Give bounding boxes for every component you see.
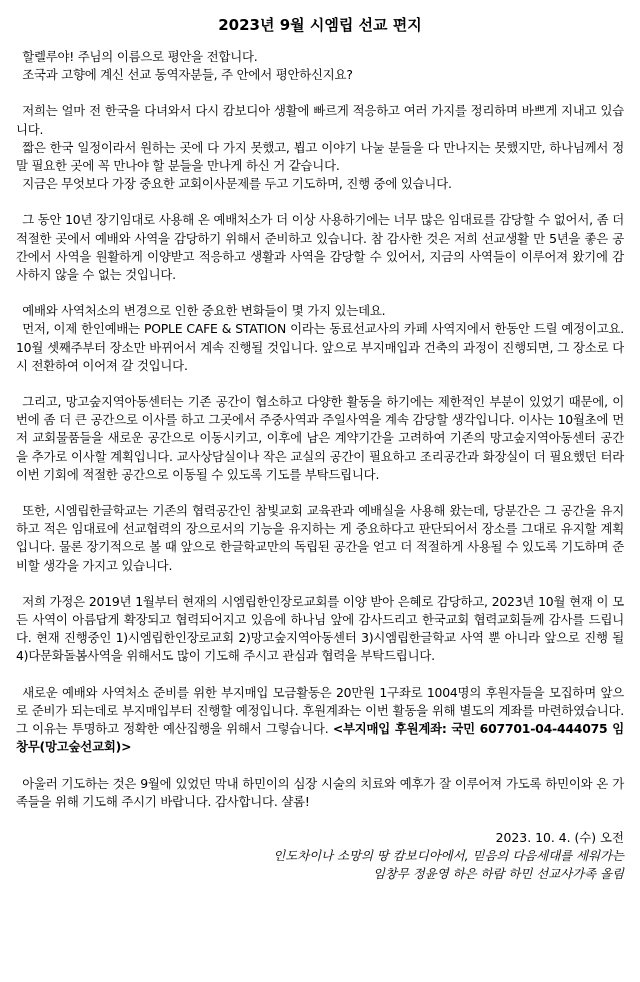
paragraph-worship-place: [16, 211, 624, 284]
paragraph-text: [16, 684, 624, 757]
greeting-paragraph: [16, 48, 624, 84]
paragraph-text: 저희 가정은 2019년 1월부터 현재의 시엠립한인장로교회를 이양 받아 은혜로 감당하고, 2023년 10월 현재 이 모든 사역이 아름답게 확장되고 협력되어지고 있음에 하나님 앞에 감사드리고 한국교회 협력교회들께 감사를 드립니다. 현재 진행중인 1)시엠립한인장로교회 2)망고숲지역아동센터 3)시엠립한글학교 사역 뿐 아니라 앞으로 진행 될 4)다문화돌봄사역을 위해서도 많이 기도해 주시고 관심과 협력을 부탁드립니다.: [16, 593, 624, 664]
paragraph-family-ministry: [16, 593, 624, 666]
paragraph-text: 또한, 시엠립한글학교는 기존의 협력공간인 참빛교회 교육관과 예배실을 사용해 왔는데, 당분간은 그 공간을 유지하고 적은 임대료에 선교협력의 장으로서의 기능을 유지하는 게 중요하다고 판단되어서 장소를 그대로 유지할 계획입니다. 물론 장기적으로 볼 때 앞으로 한글학교만의 독립된 공간을 얻고 더 적절하게 사용될 수 있도록 기도하며 준비할 생각을 가지고 있습니다.: [16, 503, 624, 573]
paragraph-text: 아울러 기도하는 것은 9월에 있었던 막내 하민이의 심장 시술의 치료와 예후가 잘 이루어져 가도록 하민이와 온 가족들을 위해 기도해 주시기 바랍니다. 감사합니다. 샬롬!: [16, 775, 624, 809]
paragraph-line: 예배와 사역처소의 변경으로 인한 중요한 변화들이 몇 가지 있는데요.: [22, 303, 386, 319]
paragraph-line: 짧은 한국 일정이라서 원하는 곳에 다 가지 못했고, 뵙고 이야기 나눌 분들을 다 만나지는 못했지만, 하나님께서 정말 필요한 곳에 꼭 만나야 할 분들을 만나게 하신 거 같습니다.: [16, 139, 624, 174]
paragraph-changes: [16, 302, 624, 375]
letter-footer: [16, 829, 624, 883]
letter-title: 2023년 9월 시엠립 선교 편지: [218, 16, 422, 34]
signature-line-1: 인도차이나 소망의 땅 캄보디아에서, 믿음의 다음세대를 세워가는: [273, 847, 624, 863]
greeting-line: 할렐루야! 주님의 이름으로 평안을 전합니다.: [22, 49, 258, 64]
paragraph-text: 그리고, 망고숲지역아동센터는 기존 공간이 협소하고 다양한 활동을 하기에는 제한적인 부분이 있었기 때문에, 이번에 좀 더 큰 공간으로 이사를 하고 그곳에서 주중사역과 주일사역을 계속 감당할 생각입니다. 이사는 10월초에 먼저 교회물품들을 새로운 공간으로 이동시키고, 이후에 남은 계약기간을 고려하여 기존의 망고숲지역아동센터 공간을 추가로 이사할 계획입니다. 교사상담실이나 작은 교실의 공간이 필요하고 조리공간과 화장실이 더 필요했던 터라 이번 기회에 적절한 공간으로 이동될 수 있도록 기도를 부탁드립니다.: [16, 394, 624, 482]
greeting-line: 조국과 고향에 계신 선교 동역자분들, 주 안에서 평안하신지요?: [22, 67, 353, 83]
paragraph-children-center: [16, 393, 624, 484]
paragraph-line: 저희는 얼마 전 한국을 다녀와서 다시 캄보디아 생활에 빠르게 적응하고 여러 가지를 정리하며 바쁘게 지내고 있습니다.: [16, 103, 624, 137]
fundraising-text: 새로운 예배와 사역처소 준비를 위한 부지매입 모금활동은 20만원 1구좌로 1004명의 후원자들을 모집하며 앞으로 준비가 되는데로 부지매입부터 진행할 예정입니다. 후원계좌는 이번 활동을 위해 별도의 계좌를 마련하였습니다. 그 이유는 투명하고 정확한 예산집행을 위해서 그렇습니다.: [16, 684, 624, 737]
paragraph-line: 먼저, 이제 한인예배는 POPLE CAFE & STATION 이라는 동료선교사의 카페 사역지에서 한동안 드릴 예정이고요. 10월 셋째주부터 장소만 바뀌어서 계속 진행될 것입니다. 앞으로 부지매입과 건축의 과정이 진행되면, 그 장소로 다시 전환하여 이어져 갈 것입니다.: [16, 321, 624, 373]
signature-line-2: 임창무 정윤영 하은 하람 하민 선교사가족 올림: [372, 865, 624, 881]
paragraph-text: 그 동안 10년 장기임대로 사용해 온 예배처소가 더 이상 사용하기에는 너무 많은 임대료를 감당할 수 없어서, 좀 더 적절한 곳에서 예배와 사역을 감당하기 위해서 준비하고 있습니다. 참 감사한 것은 저희 선교생활 만 5년을 좋은 공간에서 사역을 원활하게 이양받고 적응하고 생활과 사역을 감당할 수 있어서, 지금의 사역들이 이루어져 왔기에 감사하지 않을 수 없는 것입니다.: [16, 212, 624, 283]
paragraph-korean-school: [16, 502, 624, 575]
letter-date: 2023. 10. 4. (수) 오전: [495, 829, 624, 845]
paragraph-recent-news: [16, 102, 624, 193]
paragraph-prayer: [16, 775, 624, 811]
paragraph-fundraising: [16, 684, 624, 757]
paragraph-line: 지금은 무엇보다 가장 중요한 교회이사문제를 두고 기도하며, 진행 중에 있습니다.: [22, 176, 452, 192]
donation-account: <부지매입 후원계좌: 국민 607701-04-444075 임창무(망고숲선교회)>: [16, 721, 624, 755]
